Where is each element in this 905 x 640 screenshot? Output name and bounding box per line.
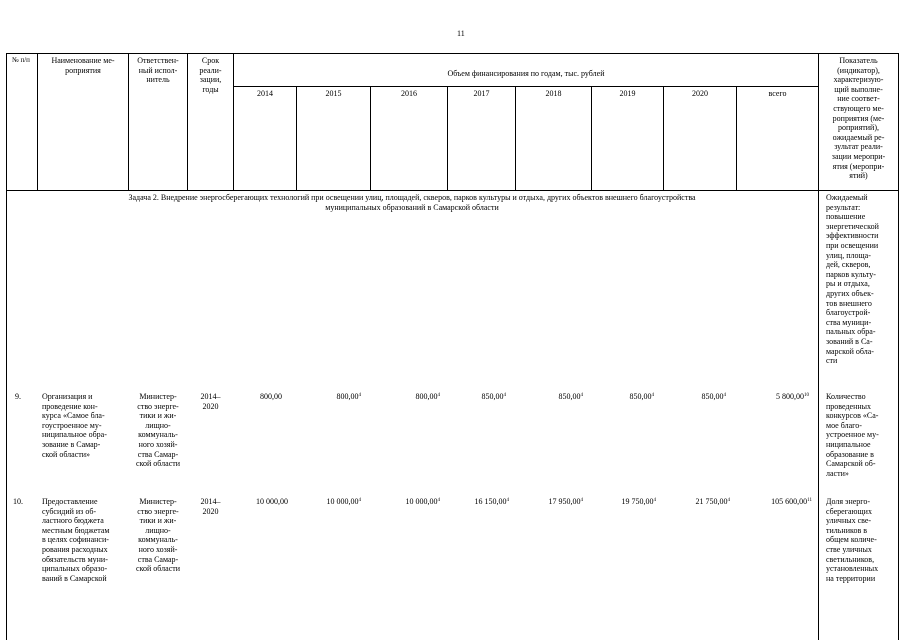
header-year: 2018 bbox=[545, 89, 562, 98]
row-name: Организация и проведение кон- курса «Самое бла- гоустроенное му- ниципальное обра- зование в Самар- ской области» bbox=[42, 392, 107, 459]
header-funding: Объем финансирования по годам, тыс. рублей bbox=[447, 69, 605, 78]
funding-cell: 800,00 bbox=[260, 392, 282, 401]
row-indicator: Доля энерго- сберегающих уличных све- тильников в общем количе- стве уличных светильников, установленных на территории bbox=[826, 497, 879, 583]
funding-total: 105 600,00$^{11}$ bbox=[771, 497, 812, 506]
funding-cell: 16 150,00$^4$ bbox=[474, 497, 509, 506]
funding-total: 5 800,00$^{10}$ bbox=[776, 392, 809, 401]
funding-cell: 850,00$^4$ bbox=[558, 392, 583, 401]
header-year: 2014 bbox=[257, 89, 273, 98]
funding-cell: 850,00$^4$ bbox=[481, 392, 506, 401]
task-title: Задача 2. Внедрение энергосберегающих технологий при освещении улиц, площадей, скверов, парков культуры и отдыха, других объектов внешнего благоустройства муниципальных образований в Самарской области bbox=[128, 193, 696, 212]
row-number: 10. bbox=[13, 497, 23, 506]
funding-cell: 10 000,00$^4$ bbox=[405, 497, 440, 506]
header-year: 2015 bbox=[325, 89, 342, 98]
table-top-border bbox=[6, 53, 899, 54]
page-number: 11 bbox=[457, 29, 465, 38]
header-year: 2019 bbox=[619, 89, 636, 98]
header-name: Наименование ме- роприятия bbox=[51, 56, 115, 75]
row-name: Предоставление субсидий из об- ластного бюджета местным бюджетам в целях софинанси- рования расходных обязательств муни- ципальных образо- ваний в Самарской bbox=[42, 497, 110, 583]
col-border bbox=[663, 86, 664, 191]
row-number: 9. bbox=[15, 392, 21, 401]
task-expected-result: Ожидаемый результат: повышение энергетической эффективности при освещении улиц, площа- дей, скверов, парков культу- ры и отдыха, других объек- тов внешнего благоустрой- ства муници- пальных обра- зований в Са- марской обла- сти bbox=[826, 193, 879, 366]
header-num: № п/п bbox=[12, 56, 30, 64]
header-bottom-border bbox=[6, 190, 899, 191]
col-border bbox=[898, 53, 899, 640]
funding-cell: 10 000,00$^4$ bbox=[326, 497, 361, 506]
funding-cell: 850,00$^4$ bbox=[629, 392, 654, 401]
col-border bbox=[296, 86, 297, 191]
col-border bbox=[515, 86, 516, 191]
header-year: 2016 bbox=[401, 89, 417, 98]
header-year: 2020 bbox=[692, 89, 708, 98]
header-indicator: Показатель (индикатор), характеризую- щий выполне- ние соответ- ствующего ме- роприятия (ме- роприятий), ожидаемый ре- зультат реали- зации меропри- ятия (меропри- ятий) bbox=[831, 56, 886, 181]
funding-cell: 800,00$^4$ bbox=[336, 392, 361, 401]
row-responsible: Министер- ство энерге- тики и жи- лищно- коммуналь- ного хозяй- ства Самар- ской области bbox=[135, 392, 181, 469]
year-header-top-border bbox=[233, 86, 818, 87]
funding-cell: 10 000,00 bbox=[256, 497, 288, 506]
row-term: 2014– 2020 bbox=[200, 497, 221, 516]
row-term: 2014– 2020 bbox=[200, 392, 221, 411]
header-responsible: Ответствен- ный испол- нитель bbox=[137, 56, 179, 85]
funding-cell: 800,00$^4$ bbox=[415, 392, 440, 401]
col-border bbox=[736, 86, 737, 191]
col-border bbox=[370, 86, 371, 191]
header-total: всего bbox=[768, 89, 787, 98]
funding-cell: 19 750,00$^4$ bbox=[621, 497, 656, 506]
col-border bbox=[591, 86, 592, 191]
header-term: Срок реали- зации, годы bbox=[199, 56, 222, 94]
col-border bbox=[447, 86, 448, 191]
funding-cell: 17 950,00$^4$ bbox=[548, 497, 583, 506]
row-responsible: Министер- ство энерге- тики и жи- лищно- коммуналь- ного хозяй- ства Самар- ской области bbox=[135, 497, 181, 574]
header-year: 2017 bbox=[473, 89, 490, 98]
col-border bbox=[6, 53, 7, 640]
row-indicator: Количество проведенных конкурсов «Са- мое благо- устроенное му- ниципальное образование в Самарской об- ласти» bbox=[826, 392, 879, 478]
funding-cell: 21 750,00$^4$ bbox=[695, 497, 730, 506]
funding-cell: 850,00$^4$ bbox=[701, 392, 726, 401]
